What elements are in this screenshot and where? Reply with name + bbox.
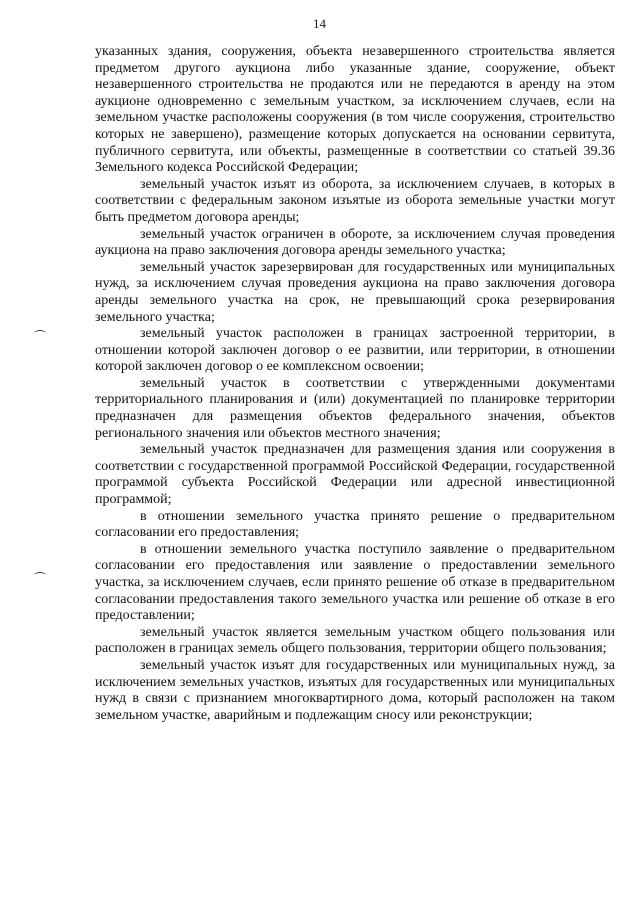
paragraph: земельный участок ограничен в обороте, за исключением случая проведения аукциона на право заключения договора аренды земельного участка; (95, 226, 615, 259)
margin-mark (34, 572, 46, 579)
margin-mark (34, 330, 46, 337)
paragraph: в отношении земельного участка принято решение о предварительном согласовании его предоставления; (95, 508, 615, 541)
paragraph: земельный участок расположен в границах застроенной территории, в отношении которой заключен договор о ее развитии, или территории, в отношении которой заключен договор о ее комплексном освоении; (95, 326, 615, 375)
paragraph: земельный участок является земельным участком общего пользования или расположен в границах земель общего пользования, территории общего пользования; (95, 624, 615, 657)
paragraph: земельный участок изъят из оборота, за исключением случаев, в которых в соответствии с федеральным законом изъятые из оборота земельные участки могут быть предметом договора аренды; (95, 176, 615, 225)
paragraph: земельный участок зарезервирован для государственных или муниципальных нужд, за исключением случая проведения аукциона на право заключения договора аренды земельного участка на срок, не превышающий срока резервирования земельного участка; (95, 259, 615, 325)
paragraph: земельный участок в соответствии с утвержденными документами территориального планирования и (или) документацией по планировке территории предназначен для размещения объектов федерального значения, объектов регионального значения или объектов местного значения; (95, 375, 615, 441)
page-number: 14 (313, 16, 326, 31)
paragraph: указанных здания, сооружения, объекта незавершенного строительства является предметом другого аукциона либо указанные здание, сооружение, объект незавершенного строительства не продаются или не передаются в аренду на этом аукционе одновременно с земельным участком, за исключением случаев, если на земельном участке расположены сооружения (в том числе сооружения, строительство которых не завершено), размещение которых допускается на основании сервитута, публичного сервитута, или объекты, размещенные в соответствии со статьей 39.36 Земельного кодекса Российской Федерации; (95, 44, 615, 176)
paragraph: земельный участок изъят для государственных или муниципальных нужд, за исключением земельных участков, изъятых для государственных или муниципальных нужд в связи с признанием многоквартирного дома, который расположен на таком земельном участке, аварийным и подлежащим сносу или реконструкции; (95, 657, 615, 723)
paragraph: в отношении земельного участка поступило заявление о предварительном согласовании его предоставления или заявление о предоставлении земельного участка, за исключением случаев, если принято решение об отказе в предварительном согласовании предоставления такого земельного участка или решение об отказе в его предоставлении; (95, 541, 615, 624)
document-body (95, 44, 615, 724)
paragraph: земельный участок предназначен для размещения здания или сооружения в соответствии с государственной программой Российской Федерации, государственной программой субъекта Российской Федерации или адресной инвестиционной программой; (95, 442, 615, 508)
